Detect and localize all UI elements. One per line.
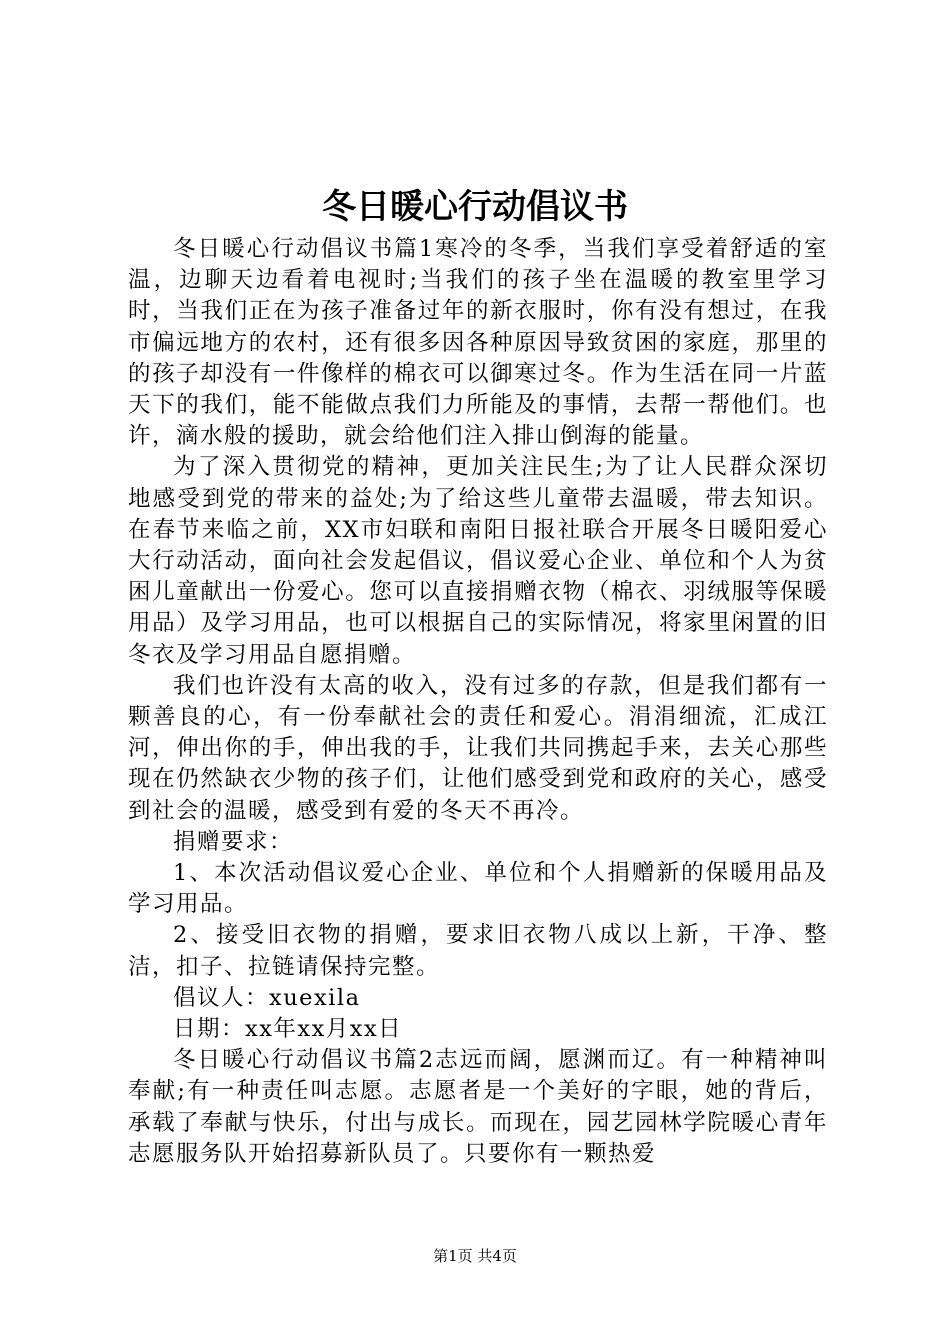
paragraph: 冬日暖心行动倡议书篇2志远而阔，愿渊而辽。有一种精神叫奉献;有一种责任叫志愿。志愿者是一个美好的字眼，她的背后，承载了奉献与快乐，付出与成长。而现在，园艺园林学院暖心青年志愿服务队开始招募新队员了。只要你有一颗热爱 (128, 1047, 828, 1167)
document-body (128, 234, 828, 1170)
paragraph: 2、接受旧衣物的捐赠，要求旧衣物八成以上新，干净、整洁，扣子、拉链请保持完整。 (128, 922, 828, 980)
paragraph: 我们也许没有太高的收入，没有过多的存款，但是我们都有一颗善良的心，有一份奉献社会的责任和爱心。涓涓细流，汇成江河，伸出你的手，伸出我的手，让我们共同携起手来，去关心那些现在仍然缺衣少物的孩子们，让他们感受到党和政府的关心，感受到社会的温暖，感受到有爱的冬天不再冷。 (128, 672, 828, 824)
paragraph: 为了深入贯彻党的精神，更加关注民生;为了让人民群众深切地感受到党的带来的益处;为了给这些儿童带去温暖，带去知识。在春节来临之前，XX市妇联和南阳日报社联合开展冬日暖阳爱心大行动活动，面向社会发起倡议，倡议爱心企业、单位和个人为贫困儿童献出一份爱心。您可以直接捐赠衣物（棉衣、羽绒服等保暖用品）及学习用品，也可以根据自己的实际情况，将家里闲置的旧冬衣及学习用品自愿捐赠。 (128, 454, 828, 668)
document-title: 冬日暖心行动倡议书 (322, 187, 628, 227)
paragraph: 倡议人：xuexila (173, 984, 361, 1011)
paragraph: 冬日暖心行动倡议书篇1寒冷的冬季，当我们享受着舒适的室温，边聊天边看着电视时;当我们的孩子坐在温暖的教室里学习时，当我们正在为孩子准备过年的新衣服时，你有没有想过，在我市偏远地方的农村，还有很多因各种原因导致贫困的家庭，那里的的孩子却没有一件像样的棉衣可以御寒过冬。作为生活在同一片蓝天下的我们，能不能做点我们力所能及的事情，去帮一帮他们。也许，滴水般的援助，就会给他们注入排山倒海的能量。 (128, 236, 828, 450)
page-footer: 第1页 共4页 (433, 1247, 517, 1265)
paragraph: 1、本次活动倡议爱心企业、单位和个人捐赠新的保暖用品及学习用品。 (128, 860, 828, 918)
paragraph: 日期：xx年xx月xx日 (173, 1016, 403, 1043)
paragraph: 捐赠要求： (173, 828, 294, 855)
